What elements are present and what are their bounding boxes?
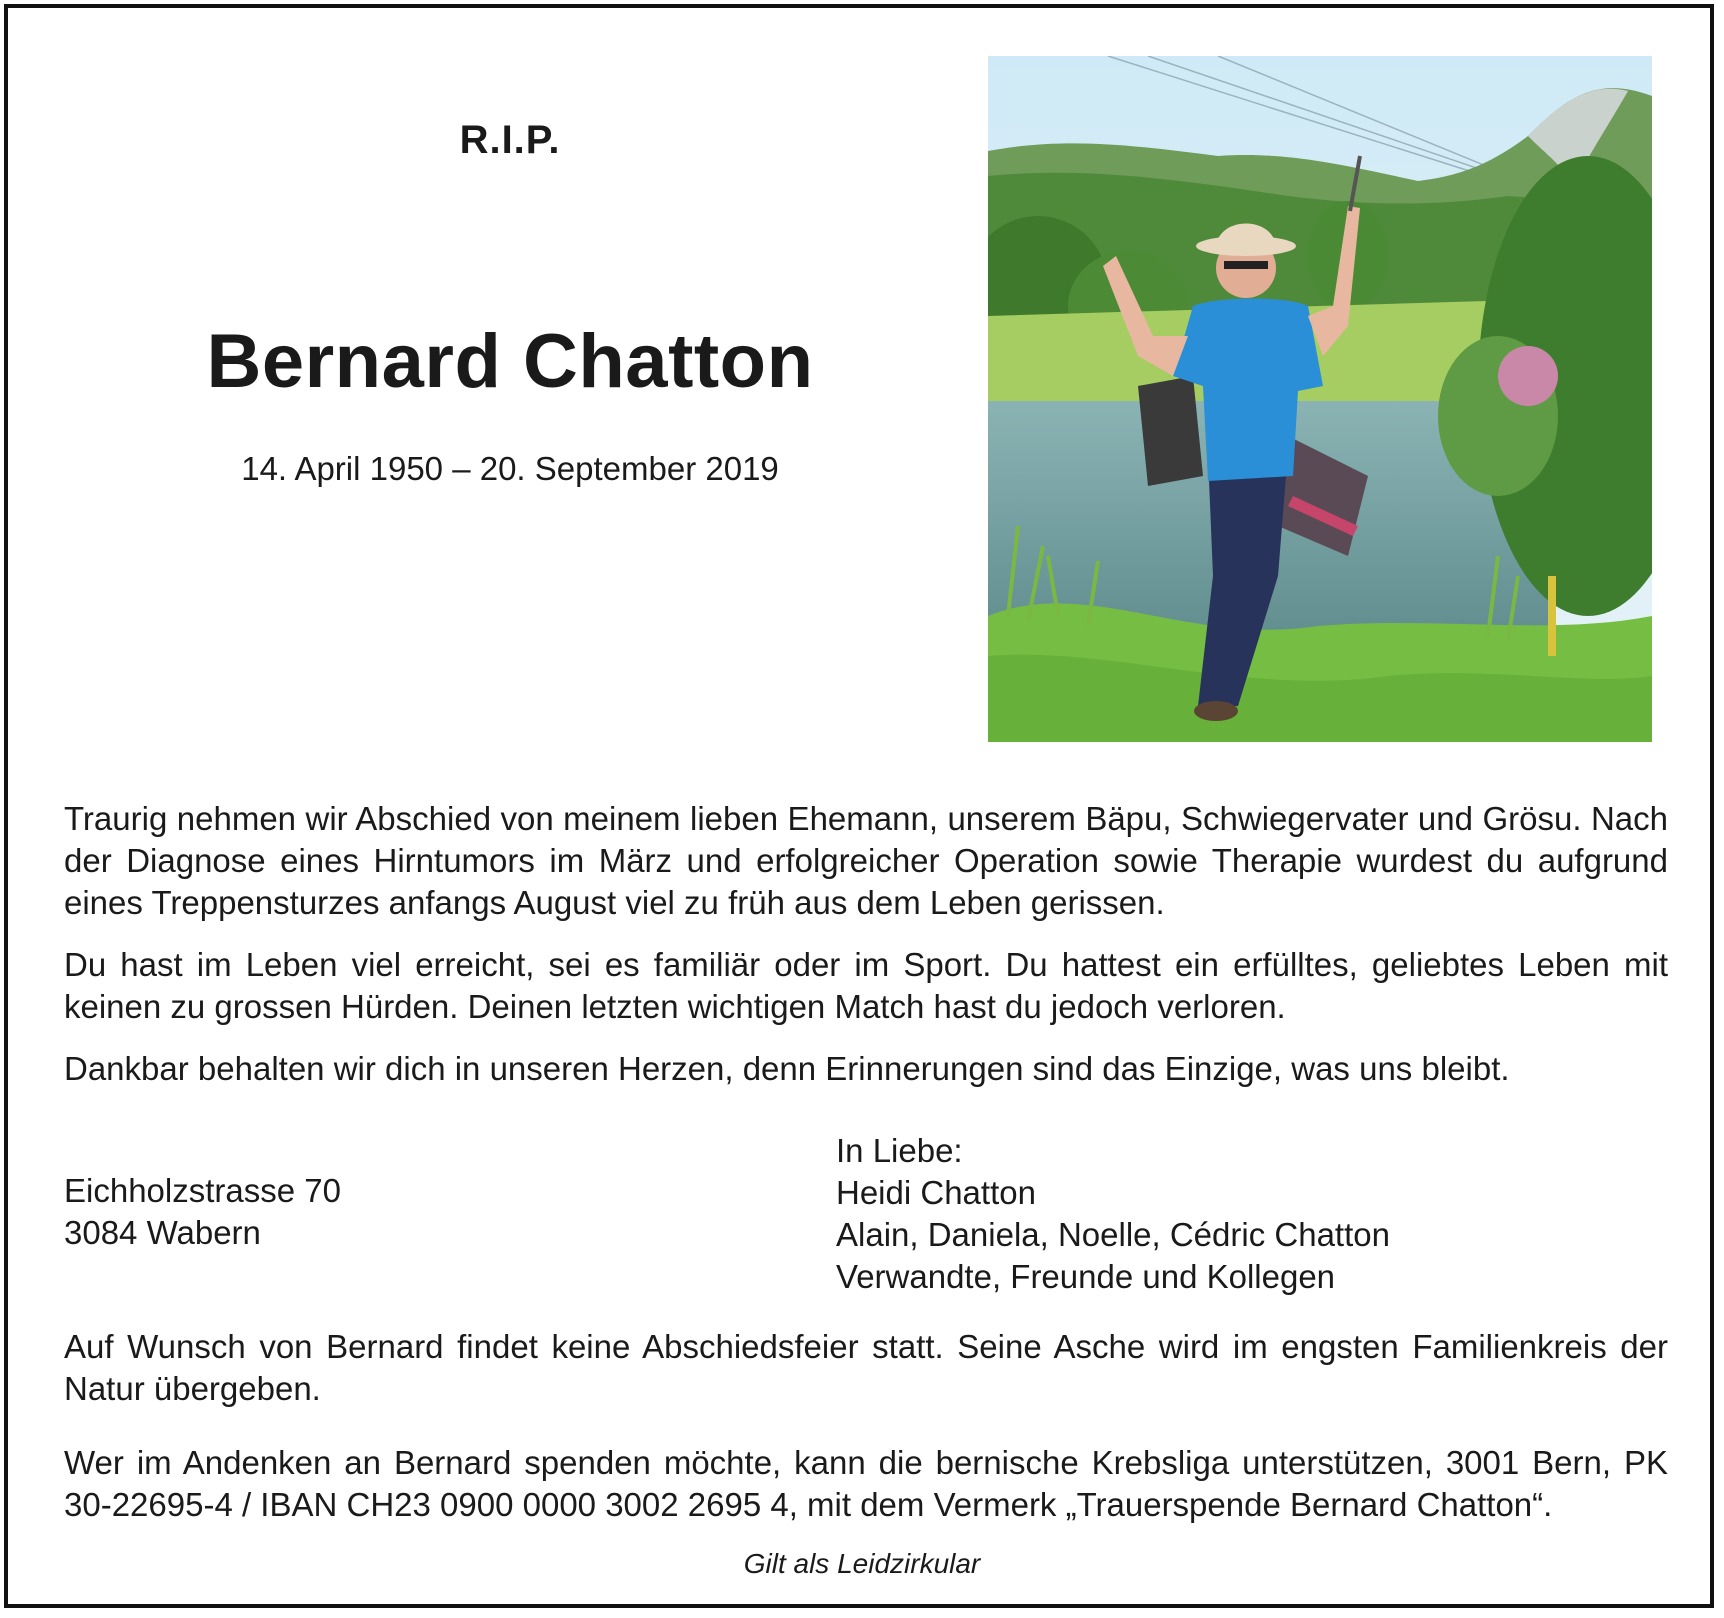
paragraph-gratitude: Dankbar behalten wir dich in unseren Herzen, denn Erinnerungen sind das Einzige, was uns bleibt. bbox=[64, 1050, 1510, 1087]
address-block bbox=[64, 1170, 341, 1254]
mourner-line-3: Verwandte, Freunde und Kollegen bbox=[836, 1258, 1336, 1295]
deceased-name: Bernard Chatton bbox=[206, 319, 814, 404]
mourner-line-2: Alain, Daniela, Noelle, Cédric Chatton bbox=[836, 1216, 1390, 1253]
photo-illustration bbox=[988, 56, 1652, 742]
footer-note: Gilt als Leidzirkular bbox=[743, 1548, 981, 1579]
paragraph-donation: Wer im Andenken an Bernard spenden möchte, kann die bernische Krebsliga unterstützen, 3001 Bern, PK 30-22695-4 / IBAN CH23 0900 0000 3002 2695 4, mit dem Vermerk „Trauerspende Bernard Chatton“. bbox=[64, 1444, 1668, 1523]
mourner-line-1: Heidi Chatton bbox=[836, 1174, 1036, 1211]
paragraph-farewell: Traurig nehmen wir Abschied von meinem lieben Ehemann, unserem Bäpu, Schwiegervater und Grösu. Nach der Diagnose eines Hirntumors im März und erfolgreicher Operation sowie Therapie wurdest du aufgrund eines Treppensturzes anfangs August viel zu früh aus dem Leben gerissen. bbox=[64, 800, 1668, 921]
rip-heading: R.I.P. bbox=[459, 118, 561, 162]
paragraph-life: Du hast im Leben viel erreicht, sei es familiär oder im Sport. Du hattest ein erfülltes, geliebtes Leben mit keinen zu grossen Hürden. Deinen letzten wichtigen Match hast du jedoch verloren. bbox=[64, 946, 1668, 1025]
mourners-block bbox=[836, 1130, 1390, 1298]
portrait-photo bbox=[988, 56, 1652, 742]
paragraph-ceremony: Auf Wunsch von Bernard findet keine Abschiedsfeier statt. Seine Asche wird im engsten Familienkreis der Natur übergeben. bbox=[64, 1328, 1668, 1407]
mourners-heading: In Liebe: bbox=[836, 1132, 963, 1169]
life-dates: 14. April 1950 – 20. September 2019 bbox=[241, 450, 779, 487]
address-city: 3084 Wabern bbox=[64, 1214, 261, 1251]
address-street: Eichholzstrasse 70 bbox=[64, 1172, 341, 1209]
